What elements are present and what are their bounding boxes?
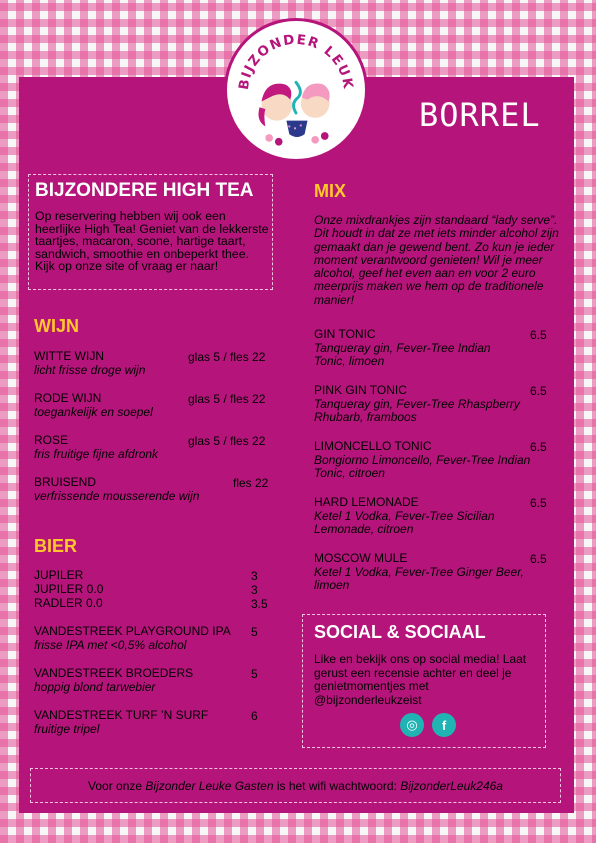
wifi-middle: is het wifi wachtwoord: <box>273 779 401 793</box>
wifi-password: BijzonderLeuk246a <box>400 779 503 793</box>
social-title: SOCIAL & SOCIAAL <box>314 622 486 642</box>
mix-item-price: 6.5 <box>530 384 547 398</box>
bier-item-price: 5 <box>251 667 258 681</box>
bier-item-name: VANDESTREEK BROEDERS <box>34 666 194 680</box>
bier-item-name: VANDESTREEK TURF ’N SURF <box>34 708 209 722</box>
wijn-item-name: ROSE <box>34 433 69 447</box>
wijn-item-price: glas 5 / fles 22 <box>188 350 266 364</box>
bier-item-name: JUPILER <box>34 568 84 582</box>
wijn-item-name: RODE WIJN <box>34 391 102 405</box>
logo-graphic <box>227 21 365 159</box>
bier-item-price: 3 <box>251 583 258 597</box>
wijn-item-name: WITTE WIJN <box>34 349 104 363</box>
mix-item-name: HARD LEMONADE <box>314 495 419 509</box>
mix-item-desc: Tanqueray gin, Fever-Tree Rhaspberry Rhubarb, framboos <box>314 397 520 424</box>
wijn-item-price: fles 22 <box>233 476 269 490</box>
mix-item-desc: Bongiorno Limoncello, Fever-Tree Indian Tonic, citroen <box>314 453 531 480</box>
mix-item-name: MOSCOW MULE <box>314 551 408 565</box>
mix-intro: Onze mixdrankjes zijn standaard “lady serve”. Dit houdt in dat ze met iets minder alcohol zijn gemaakt dan je gewend bent. Zo kun je ieder moment verantwoord genieten! Wil je meer alcohol, geef het even aan en voor 2 euro meerprijs maken we hem op de traditionele manier! <box>314 213 559 307</box>
high-tea-title: BIJZONDERE HIGH TEA <box>35 180 254 201</box>
wijn-item-price: glas 5 / fles 22 <box>188 392 266 406</box>
wijn-title: WIJN <box>34 316 79 336</box>
bier-item-name: JUPILER 0.0 <box>34 582 104 596</box>
mix-item-desc: Ketel 1 Vodka, Fever-Tree Ginger Beer, limoen <box>314 565 524 592</box>
wijn-item-name: BRUISEND <box>34 475 97 489</box>
mix-item-name: GIN TONIC <box>314 327 376 341</box>
mix-title: MIX <box>314 181 347 201</box>
social-text: Like en bekijk ons op social media! Laat gerust een recensie achter en deel je genietmomentjes met @bijzonderleukzeist <box>314 652 527 707</box>
bier-item-price: 3.5 <box>251 597 268 611</box>
wifi-box <box>30 768 561 803</box>
bier-item-price: 5 <box>251 625 258 639</box>
bier-item-name: RADLER 0.0 <box>34 596 103 610</box>
mix-item-name: LIMONCELLO TONIC <box>314 439 432 453</box>
instagram-icon[interactable]: ◎ <box>400 713 424 737</box>
high-tea-box <box>28 174 273 290</box>
high-tea-text: Op reservering hebben wij ook een heerlijke High Tea! Geniet van de lekkerste taartjes, macaron, scone, hartige taart, sandwich, smoothie en onbeperkt thee. Kijk op onze site of vraag er naar! <box>35 209 269 273</box>
bier-item-desc: frisse IPA met <0,5% alcohol <box>34 638 187 652</box>
bier-item-desc: fruitige tripel <box>34 722 100 736</box>
bier-title: BIER <box>34 536 78 556</box>
mix-item-price: 6.5 <box>530 440 547 454</box>
mix-item-price: 6.5 <box>530 552 547 566</box>
wijn-item-desc: verfrissende mousserende wijn <box>34 489 200 503</box>
mix-item-price: 6.5 <box>530 496 547 510</box>
wijn-item-desc: licht frisse droge wijn <box>34 363 146 377</box>
wifi-prefix: Voor onze <box>88 779 146 793</box>
facebook-icon[interactable]: f <box>432 713 456 737</box>
logo <box>224 18 368 162</box>
logo-text: BIJZONDER LEUK <box>236 32 356 91</box>
mix-item-price: 6.5 <box>530 328 547 342</box>
bier-item-name: VANDESTREEK PLAYGROUND IPA <box>34 624 231 638</box>
logo-teacup <box>286 121 307 137</box>
wifi-guests: Bijzonder Leuke Gasten <box>145 779 274 793</box>
bier-item-desc: hoppig blond tarwebier <box>34 680 156 694</box>
mix-item-desc: Ketel 1 Vodka, Fever-Tree Sicilian Lemonade, citroen <box>314 509 495 536</box>
mix-item-desc: Tanqueray gin, Fever-Tree Indian Tonic, limoen <box>314 341 491 368</box>
page-title: BORREL <box>419 96 541 134</box>
bier-item-price: 6 <box>251 709 258 723</box>
mix-item-name: PINK GIN TONIC <box>314 383 407 397</box>
wifi-line <box>31 779 560 793</box>
wijn-item-price: glas 5 / fles 22 <box>188 434 266 448</box>
wijn-item-desc: toegankelijk en soepel <box>34 405 153 419</box>
bier-item-price: 3 <box>251 569 258 583</box>
social-box <box>302 614 546 748</box>
wijn-item-desc: fris fruitige fijne afdronk <box>34 447 159 461</box>
